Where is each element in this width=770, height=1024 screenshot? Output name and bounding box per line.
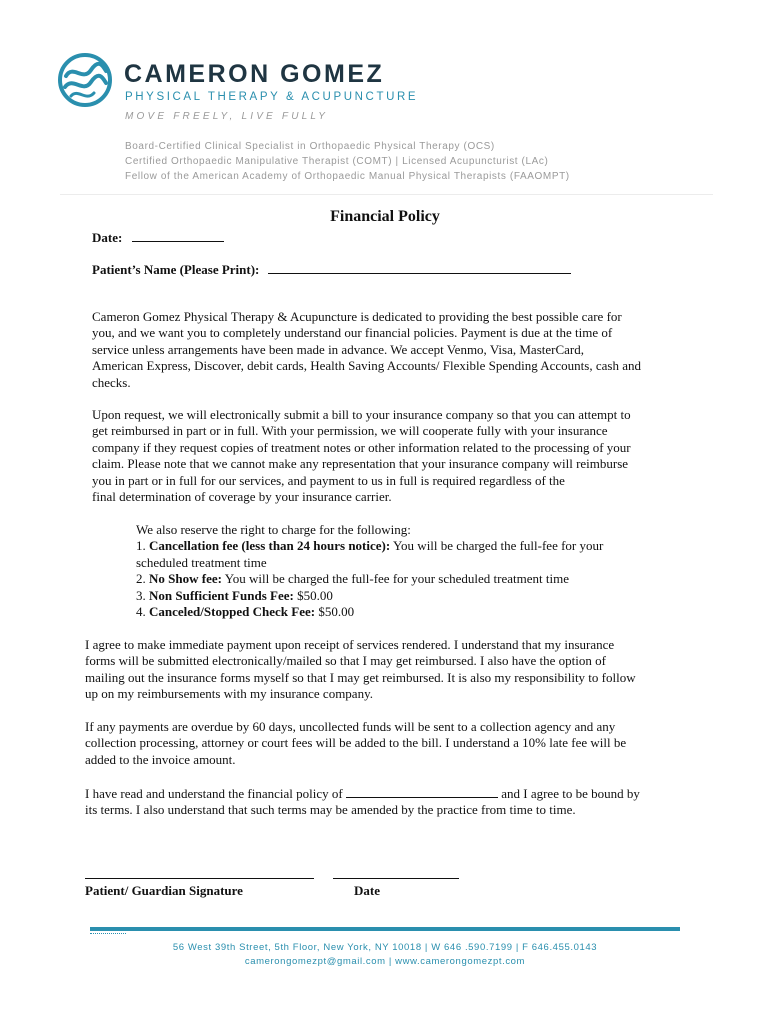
- waves-logo-icon: [57, 52, 113, 108]
- signature-line[interactable]: [85, 878, 314, 879]
- fees-list: [136, 522, 603, 620]
- header-divider: [60, 194, 713, 195]
- fee-item-cancellation-cont: scheduled treatment time: [136, 554, 267, 570]
- text-line: I have read and understand the financial policy of and I agree to be bound by: [85, 786, 640, 801]
- credential-line: Fellow of the American Academy of Orthopaedic Manual Physical Therapists (FAAOMPT): [125, 171, 570, 182]
- footer-dots: [90, 931, 126, 934]
- text-line: you, and we want you to completely understand our financial policies. Payment is due at the time of: [92, 325, 613, 341]
- credential-line: Board-Certified Clinical Specialist in Orthopaedic Physical Therapy (OCS): [125, 141, 495, 152]
- practice-name-blank[interactable]: [346, 785, 498, 798]
- text-line: checks.: [92, 374, 131, 390]
- fee-item-stopped-check: 4. Canceled/Stopped Check Fee: $50.00: [136, 604, 355, 620]
- paragraph-insurance: [92, 407, 631, 505]
- patient-name-blank[interactable]: [268, 261, 571, 274]
- text-line: up on my reimbursements with my insurance company.: [85, 686, 373, 702]
- text-line: added to the invoice amount.: [85, 751, 236, 767]
- text-line: forms will be submitted electronically/mailed so that I may get reimbursed. I also have the option of: [85, 653, 606, 669]
- date-label: Date:: [92, 230, 123, 245]
- paragraph-payment: [92, 309, 641, 391]
- text-line: get reimbursed in part or in full. With your permission, we will cooperate fully with your insurance: [92, 423, 608, 439]
- paragraph-agreement: [85, 637, 636, 703]
- fee-item-cancellation: 1. Cancellation fee (less than 24 hours notice): You will be charged the full-fee for your: [136, 538, 604, 554]
- patient-name-label: Patient’s Name (Please Print):: [92, 262, 260, 277]
- date-blank[interactable]: [132, 229, 224, 242]
- text-line: its terms. I also understand that such terms may be amended by the practice from time to time.: [85, 802, 576, 818]
- text-line: collection processing, attorney or court fees will be added to the bill. I understand a 10% late fee will be: [85, 735, 627, 751]
- tagline: MOVE FREELY, LIVE FULLY: [125, 111, 329, 122]
- fee-item-nsf: 3. Non Sufficient Funds Fee: $50.00: [136, 587, 333, 603]
- footer-contact: camerongomezpt@gmail.com | www.camerongomezpt.com: [244, 956, 526, 967]
- text-line: mailing out the insurance forms myself so that I may get reimbursed. It is also my responsibility to follow: [85, 669, 636, 685]
- fees-intro: We also reserve the right to charge for the following:: [136, 522, 411, 537]
- fee-item-no-show: 2. No Show fee: You will be charged the full-fee for your scheduled treatment time: [136, 571, 569, 587]
- text-line: Cameron Gomez Physical Therapy & Acupuncture is dedicated to providing the best possible care for: [92, 309, 622, 324]
- brand-subtitle: PHYSICAL THERAPY & ACUPUNCTURE: [125, 91, 419, 103]
- signature-label: Patient/ Guardian Signature: [85, 883, 243, 898]
- text-line: I agree to make immediate payment upon receipt of services rendered. I understand that my insurance: [85, 637, 615, 652]
- text-line: American Express, Discover, debit cards, Health Saving Accounts/ Flexible Spending Accounts, cash and: [92, 358, 641, 374]
- patient-name-field[interactable]: [92, 261, 571, 279]
- credential-line: Certified Orthopaedic Manipulative Therapist (COMT) | Licensed Acupuncturist (LAc): [125, 156, 549, 167]
- signature-date-line[interactable]: [333, 878, 459, 879]
- text-line: you in part or in full for our services, and payment to us in full is required regardless of the: [92, 472, 565, 488]
- footer-bar: [90, 927, 680, 931]
- text-line: service unless arrangements have been made in advance. We accept Venmo, Visa, MasterCard,: [92, 341, 584, 357]
- paragraph-acknowledgement: [85, 785, 640, 819]
- date-field[interactable]: [92, 229, 224, 247]
- signature-date-label: Date: [354, 883, 380, 898]
- paragraph-overdue: [85, 719, 626, 768]
- text-line: claim. Please note that we cannot make any representation that your insurance company will reimburse: [92, 456, 629, 472]
- text-line: company if they request copies of treatment notes or other information related to the processing of your: [92, 439, 631, 455]
- page-title: Financial Policy: [330, 208, 440, 225]
- text-line: If any payments are overdue by 60 days, uncollected funds will be sent to a collection agency and any: [85, 719, 616, 734]
- footer-address: 56 West 39th Street, 5th Floor, New York, NY 10018 | W 646 .590.7199 | F 646.455.0143: [172, 942, 598, 953]
- text-line: Upon request, we will electronically submit a bill to your insurance company so that you can attempt to: [92, 407, 631, 422]
- brand-name: CAMERON GOMEZ: [124, 60, 385, 88]
- text-line: final determination of coverage by your insurance carrier.: [92, 489, 392, 505]
